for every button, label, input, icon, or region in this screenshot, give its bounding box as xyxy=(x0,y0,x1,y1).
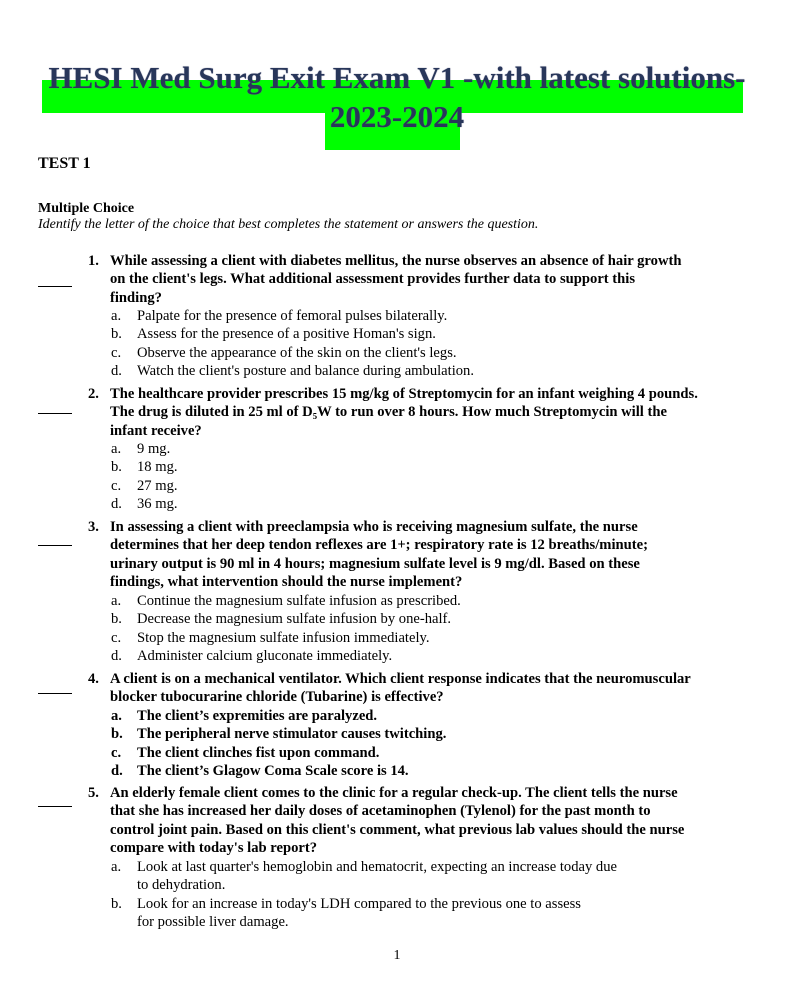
option-a[interactable]: a. Look at last quarter's hemoglobin and hematocrit, expecting an increase today due to dehydration. xyxy=(111,859,618,894)
option-a[interactable]: a. 9 mg. xyxy=(111,441,171,457)
stem-line: The drug is diluted in 25 ml of D₅W to run over 8 hours. How much Streptomycin will the xyxy=(110,404,667,421)
question-stem xyxy=(88,252,748,307)
question-stem xyxy=(88,518,748,592)
question-number: 3. xyxy=(88,519,99,535)
option-c[interactable]: c. Stop the magnesium sulfate infusion immediately. xyxy=(111,629,430,646)
section-instructions: Identify the letter of the choice that best completes the statement or answers the question. xyxy=(38,217,539,232)
stem-line: on the client's legs. What additional assessment provides further data to support this xyxy=(110,271,636,288)
option-list xyxy=(111,858,731,932)
stem-line: infant receive? xyxy=(110,422,202,439)
option-list xyxy=(111,592,731,666)
option-b[interactable]: b. 18 mg. xyxy=(111,459,178,476)
option-a[interactable]: a. The client’s expremities are paralyzed. xyxy=(111,708,378,724)
option-d[interactable]: d. 36 mg. xyxy=(111,496,178,513)
document-title-line1: HESI Med Surg Exit Exam V1 -with latest solutions- xyxy=(48,60,746,95)
answer-blank[interactable] xyxy=(38,413,72,414)
answer-blank[interactable] xyxy=(38,693,72,694)
stem-line: control joint pain. Based on this client's comment, what previous lab values should the nurse xyxy=(110,821,685,838)
answer-blank[interactable] xyxy=(38,806,72,807)
option-b[interactable]: b. Decrease the magnesium sulfate infusion by one-half. xyxy=(111,611,452,628)
section-heading: Multiple Choice xyxy=(38,201,135,216)
stem-line: finding? xyxy=(110,289,162,306)
option-d[interactable]: d. The client’s Glagow Coma Scale score is 14. xyxy=(111,763,409,780)
answer-blank[interactable] xyxy=(38,286,72,287)
question-number: 5. xyxy=(88,785,99,801)
stem-line: that she has increased her daily doses of acetaminophen (Tylenol) for the past month to xyxy=(110,803,651,820)
question-stem xyxy=(88,784,748,858)
option-list xyxy=(111,707,731,781)
question-stem xyxy=(88,385,748,440)
option-list xyxy=(111,440,731,514)
stem-line: A client is on a mechanical ventilator. Which client response indicates that the neuromuscular xyxy=(110,671,691,687)
page-number: 1 xyxy=(393,948,401,963)
option-c[interactable]: c. Observe the appearance of the skin on the client's legs. xyxy=(111,344,457,361)
question-stem xyxy=(88,670,748,707)
option-b[interactable]: b. Assess for the presence of a positive Homan's sign. xyxy=(111,326,436,343)
question-number: 2. xyxy=(88,386,99,402)
stem-line: blocker tubocurarine chloride (Tubarine) is effective? xyxy=(110,689,444,706)
question-number: 4. xyxy=(88,671,99,687)
stem-line: In assessing a client with preeclampsia who is receiving magnesium sulfate, the nurse xyxy=(110,519,638,535)
stem-line: determines that her deep tendon reflexes are 1+; respiratory rate is 12 breaths/minute; xyxy=(110,537,648,554)
answer-blank[interactable] xyxy=(38,545,72,546)
option-c[interactable]: c. The client clinches fist upon command. xyxy=(111,744,380,761)
option-d[interactable]: d. Administer calcium gluconate immediately. xyxy=(111,648,393,665)
stem-line: urinary output is 90 ml in 4 hours; magnesium sulfate level is 9 mg/dl. Based on these xyxy=(110,555,640,572)
question-number: 1. xyxy=(88,253,99,269)
stem-line: The healthcare provider prescribes 15 mg/kg of Streptomycin for an infant weighing 4 pounds. xyxy=(110,386,698,402)
option-b[interactable]: b. Look for an increase in today's LDH compared to the previous one to assess for possible liver damage. xyxy=(111,895,581,931)
stem-line: While assessing a client with diabetes mellitus, the nurse observes an absence of hair growth xyxy=(110,253,682,269)
option-b[interactable]: b. The peripheral nerve stimulator causes twitching. xyxy=(111,726,447,743)
option-a[interactable]: a. Continue the magnesium sulfate infusion as prescribed. xyxy=(111,593,461,609)
option-a[interactable]: a. Palpate for the presence of femoral pulses bilaterally. xyxy=(111,308,448,324)
option-list xyxy=(111,307,731,381)
option-d[interactable]: d. Watch the client's posture and balance during ambulation. xyxy=(111,363,475,380)
document-title-line2: 2023-2024 xyxy=(329,99,465,134)
option-c[interactable]: c. 27 mg. xyxy=(111,477,178,494)
stem-line: An elderly female client comes to the clinic for a regular check-up. The client tells the nurse xyxy=(110,785,678,801)
stem-line: findings, what intervention should the nurse implement? xyxy=(110,574,463,591)
test-heading: TEST 1 xyxy=(38,155,91,172)
stem-line: compare with today's lab report? xyxy=(110,840,318,857)
